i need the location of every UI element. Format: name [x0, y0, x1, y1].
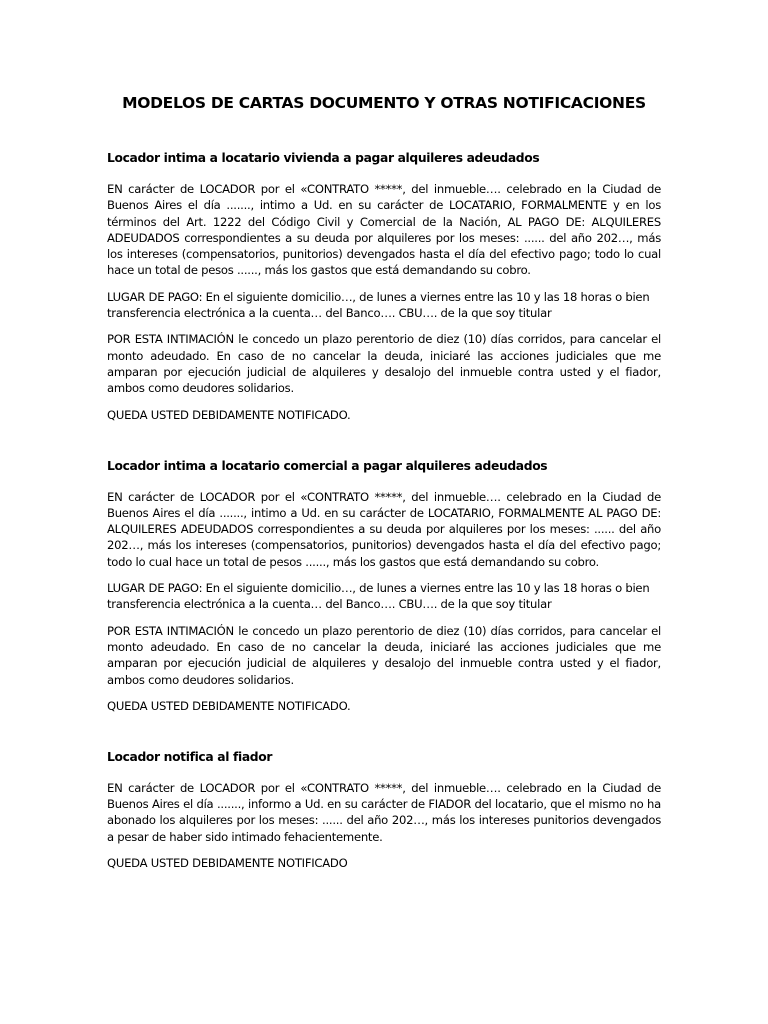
intimation-paragraph: POR ESTA INTIMACIÓN le concedo un plazo perentorio de diez (10) días corridos, para cancelar el monto adeudado. En caso de no cancelar la deuda, iniciaré las acciones judiciales que me amparan por ejecución judicial de alquileres y desalojo del inmueble contra usted y el fiador, ambos como deudores solidarios.	[107, 332, 661, 396]
intimation-paragraph: POR ESTA INTIMACIÓN le concedo un plazo perentorio de diez (10) días corridos, para cancelar el monto adeudado. En caso de no cancelar la deuda, iniciaré las acciones judiciales que me amparan por ejecución judicial de alquileres y desalojo del inmueble contra usted y el fiador, ambos como deudores solidarios.	[107, 623, 661, 687]
document-page	[107, 94, 661, 907]
section-heading: Locador notifica al fiador	[107, 749, 273, 764]
section-heading: Locador intima a locatario vivienda a pagar alquileres adeudados	[107, 151, 540, 165]
letter-section-commercial	[107, 459, 661, 714]
closing-line: QUEDA USTED DEBIDAMENTE NOTIFICADO.	[107, 407, 351, 422]
closing-line: QUEDA USTED DEBIDAMENTE NOTIFICADO	[107, 856, 348, 871]
document-title: MODELOS DE CARTAS DOCUMENTO Y OTRAS NOTIFICACIONES	[122, 94, 646, 112]
payment-place-paragraph: LUGAR DE PAGO: En el siguiente domicilio…, de lunes a viernes entre las 10 y las 18 horas o bien transferencia electrónica a la cuenta… del Banco…. CBU…. de la que soy titular	[107, 289, 650, 321]
letter-body-paragraph: EN carácter de LOCADOR por el «CONTRATO *****, del inmueble…. celebrado en la Ciudad de Buenos Aires el día ......., intimo a Ud. en su carácter de LOCATARIO, FORMALMENTE AL PAGO DE: ALQUILERES ADEUDADOS correspondientes a su deuda por alquileres por los meses: ...... del año 202…, más los intereses (compensatorios, punitorios) devengados hasta el día del efectivo pago; todo lo cual hace un total de pesos ......, más los gastos que está demandando su cobro.	[107, 489, 661, 569]
letter-body-paragraph: EN carácter de LOCADOR por el «CONTRATO *****, del inmueble…. celebrado en la Ciudad de Buenos Aires el día ......., intimo a Ud. en su carácter de LOCATARIO, FORMALMENTE y en los términos del Art. 1222 del Código Civil y Comercial de la Nación, AL PAGO DE: ALQUILERES ADEUDADOS correspondientes a su deuda por alquileres por los meses: ...... del año 202…, más los intereses (compensatorios, punitorios) devengados hasta el día del efectivo pago; todo lo cual hace un total de pesos ......, más los gastos que está demandando su cobro.	[107, 182, 661, 278]
section-heading: Locador intima a locatario comercial a pagar alquileres adeudados	[107, 458, 548, 473]
letter-body-paragraph: EN carácter de LOCADOR por el «CONTRATO *****, del inmueble…. celebrado en la Ciudad de Buenos Aires el día ......., informo a Ud. en su carácter de FIADOR del locatario, que el mismo no ha abonado los alquileres por los meses: ...... del año 202…, más los intereses punitorios devengados a pesar de haber sido intimado fehacientemente.	[107, 780, 661, 844]
letter-section-residential	[107, 151, 661, 423]
payment-place-paragraph: LUGAR DE PAGO: En el siguiente domicilio…, de lunes a viernes entre las 10 y las 18 horas o bien transferencia electrónica a la cuenta… del Banco…. CBU…. de la que soy titular	[107, 581, 650, 612]
closing-line: QUEDA USTED DEBIDAMENTE NOTIFICADO.	[107, 698, 351, 713]
letter-section-guarantor	[107, 750, 661, 871]
